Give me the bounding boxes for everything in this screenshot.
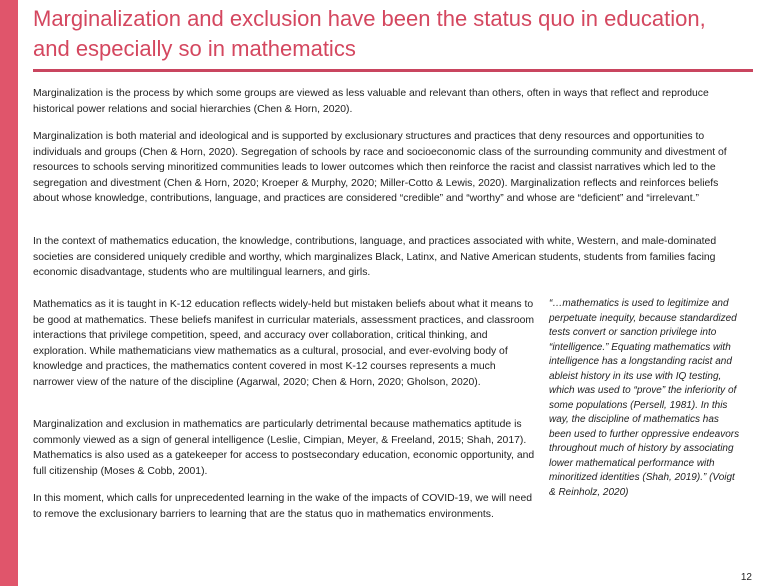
paragraph-marginalization-material: Marginalization is both material and ideological and is supported by exclusionary structures and practices that deny resources and opportunities to individuals and groups (Chen & Horn, 2020). Segregation of schools by race and socioeconomic class of the surrounding community and divestment of resources to schools serving minoritized communities leads to lower outcomes which then reinforce the racist and classist narratives which led to the segregation and divestment (Chen & Horn, 2020; Kroeper & Murphy, 2020; Miller-Cotto & Lewis, 2020). Marginalization reflects and reinforces beliefs about whose knowledge, contributions, language, and practices are considered “credible” and “worthy” and whose are “deficient” and “irrelevant.” — [33, 131, 727, 205]
paragraph-exclusion-detrimental: Marginalization and exclusion in mathematics are particularly detrimental because mathematics aptitude is commonly viewed as a sign of general intelligence (Leslie, Cimpian, Meyer, & Freeland, 2015; Shah, 2017). Mathematics is also used as a gatekeeper for access to postsecondary education, economic opportunity, and full citizenship (Moses & Cobb, 2001). — [33, 419, 535, 477]
page-number: 12 — [740, 572, 752, 583]
paragraph-marginalization-definition: Marginalization is the process by which some groups are viewed as less valuable and relevant than others, often in ways that reflect and reproduce historical power relations and social hierarchies (Chen & Horn, 2020). — [33, 88, 709, 115]
paragraph-k12-beliefs: Mathematics as it is taught in K-12 education reflects widely-held but mistaken beliefs about what it means to be good at mathematics. These beliefs manifest in curricular materials, assessment practices, and classroom interactions that privilege competition, speed, and accuracy over collaboration, critical thinking, and exploration. While mathematicians view mathematics as a cultural, prosocial, and ever-evolving body of knowledge and practices, the mathematics content covered in most K-12 courses represents a much narrower view of the nature of the discipline (Agarwal, 2020; Chen & Horn, 2020; Gholson, 2020). — [33, 299, 535, 388]
accent-bar — [0, 0, 18, 586]
title-divider — [33, 69, 753, 72]
paragraph-math-education-context: In the context of mathematics education, the knowledge, contributions, language, and practices associated with white, Western, and male-dominated societies are considered uniquely credible and worthy, which marginalizes Black, Latinx, and Native American students, students from families facing economic disadvantage, students who are multilingual learners, and girls. — [33, 236, 717, 279]
sidebar-quote: “…mathematics is used to legitimize and perpetuate inequity, because standardized tests convert or sanction privilege into “intelligence.” Equating mathematics with intelligence has a longstanding racist and ableist history in its use with IQ testing, which was used to “prove” the inferiority of some populations (Persell, 1981). In this way, the discipline of mathematics has been used to further oppressive endeavors throughout much of history by associating lower mathematical performance with minoritized identities (Shah, 2019).” (Voigt & Reinholz, 2020) — [549, 298, 740, 498]
slide-title: Marginalization and exclusion have been the status quo in education, and especially so in mathematics — [33, 6, 706, 61]
paragraph-covid-moment: In this moment, which calls for unprecedented learning in the wake of the impacts of COVID-19, we will need to remove the exclusionary barriers to learning that are the status quo in mathematics environments. — [33, 493, 532, 520]
